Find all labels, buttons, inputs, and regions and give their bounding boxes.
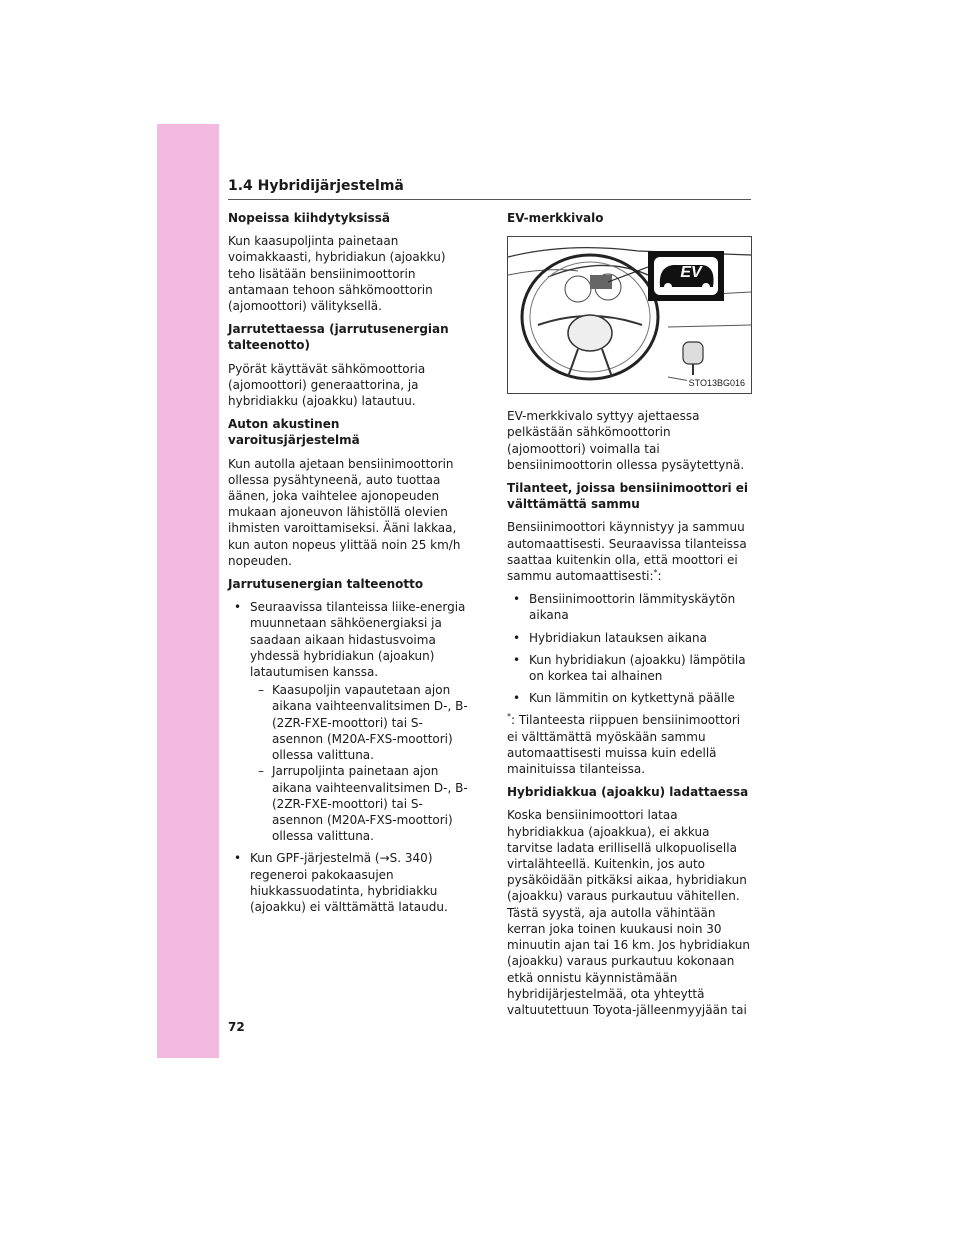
heading-regen-braking: Jarrutusenergian talteenotto [228,577,424,592]
heading-braking: Jarrutettaessa (jarrutusenergian talteenotto) [228,322,449,353]
paragraph-text: Bensiinimoottori käynnistyy ja sammuu automaattisesti. Seuraavissa tilanteissa saattaa kuitenkin olla, että moottori ei sammu automaattisesti: [507,520,747,584]
page-side-tab [157,124,219,1058]
paragraph-acoustic-warning: Kun autolla ajetaan bensiinimoottorin ollessa pysähtyneenä, auto tuottaa äänen, joka vaihtelee ajonopeuden mukaan ajoneuvon lähistöllä olevien ihmisten varoittamiseksi. Ääni lakkaa, kun auton nopeus ylittää noin 25 km/h nopeuden. [228,456,461,568]
list-item [228,850,473,915]
paragraph-fast-acceleration: Kun kaasupoljinta painetaan voimakkaasti, hybridiakun (ajoakku) teho lisätään bensiinimoottorin antamaan tehoon sähkömoottorin (ajomoottori) välityksellä. [228,234,446,314]
paragraph-ev-indicator: EV-merkkivalo syttyy ajettaessa pelkästään sähkömoottorin (ajomoottori) voimalla tai bensiinimoottorin ollessa pysäytettynä. [507,409,745,472]
list-item-text: Seuraavissa tilanteissa liike-energia muunnetaan sähköenergiaksi ja saadaan aikaan hidastusvoima yhdessä hybridiakun (ajoakun) latautumisen kanssa. [250,600,466,680]
sublist-item: – Jarrupoljinta painetaan ajon aikana vaihteenvalitsimen D-, B- (2ZR-FXE-moottori) tai S-asennon (M20A-FXS-moottori) ollessa valittuna. [250,763,473,844]
sublist [250,682,473,844]
left-column [228,210,473,921]
list-item: • Hybridiakun latauksen aikana [507,630,752,646]
footnote-mark: * [507,712,511,722]
dashboard-illustration [507,236,752,394]
heading-engine-not-stop: Tilanteet, joissa bensiinimoottori ei välttämättä sammu [507,481,749,512]
heading-acoustic-warning: Auton akustinen varoitusjärjestelmä [228,417,360,448]
figure-label: STO13BG016 [687,375,747,391]
list-item: • Kun hybridiakun (ajoakku) lämpötila on korkea tai alhainen [507,652,752,684]
sublist-item: – Kaasupoljin vapautetaan ajon aikana vaihteenvalitsimen D-, B- (2ZR-FXE-moottori) tai S-asennon (M20A-FXS-moottori) ollessa valittuna. [250,682,473,763]
footnote-text: : Tilanteesta riippuen bensiinimoottori ei välttämättä myöskään sammu automaattisesti muissa kuin edellä mainituissa tilanteissa. [507,713,741,777]
paragraph-braking: Pyörät käyttävät sähkömoottoria (ajomoottori) generaattorina, ja hybridiakku (ajoakku) latautuu. [228,361,426,409]
list-item: • Kun lämmitin on kytkettynä päälle [507,690,752,706]
section-title: 1.4 Hybridijärjestelmä [228,178,404,194]
ev-badge-text: EV [680,264,702,282]
paragraph-charging: Koska bensiinimoottori lataa hybridiakkua (ajoakkua), ei akkua tarvitse ladata erillisellä ulkopuolisella virtalähteellä. Kuitenkin, jos auto pysäköidään pitkäksi aikaa, hybridiakun (ajoakku) varaus purkautuu vähitellen. Tästä syystä, aja autolla vähintään kerran joka toinen kuukausi noin 30 minuutin ajan tai 16 km. Jos hybridiakun (ajoakku) varaus purkautuu kokonaan etkä onnistu käynnistämään hybridijärjestelmää, ota yhteyttä valtuutettuun Toyota-jälleenmyyjään tai [507,808,750,1017]
footnote-mark: * [653,568,658,578]
paragraph-engine-not-stop [507,519,752,584]
right-column [507,210,752,1025]
heading-ev-indicator: EV-merkkivalo [507,211,604,225]
footnote [507,712,752,777]
list-item [228,599,473,844]
paragraph-end: : [657,569,662,584]
header-rule [228,199,751,200]
list-item: • Bensiinimoottorin lämmityskäytön aikana [507,591,752,623]
dashboard-drawing [508,237,751,393]
page-number: 72 [228,1020,245,1034]
list-item-text: Kun GPF-järjestelmä (→S. 340) regeneroi pakokaasujen hiukkassuodatinta, hybridiakku (ajoakku) ei välttämättä lataudu. [250,851,448,914]
heading-charging: Hybridiakkua (ajoakku) ladattaessa [507,785,749,800]
heading-fast-acceleration: Nopeissa kiihdytyksissä [228,211,391,225]
